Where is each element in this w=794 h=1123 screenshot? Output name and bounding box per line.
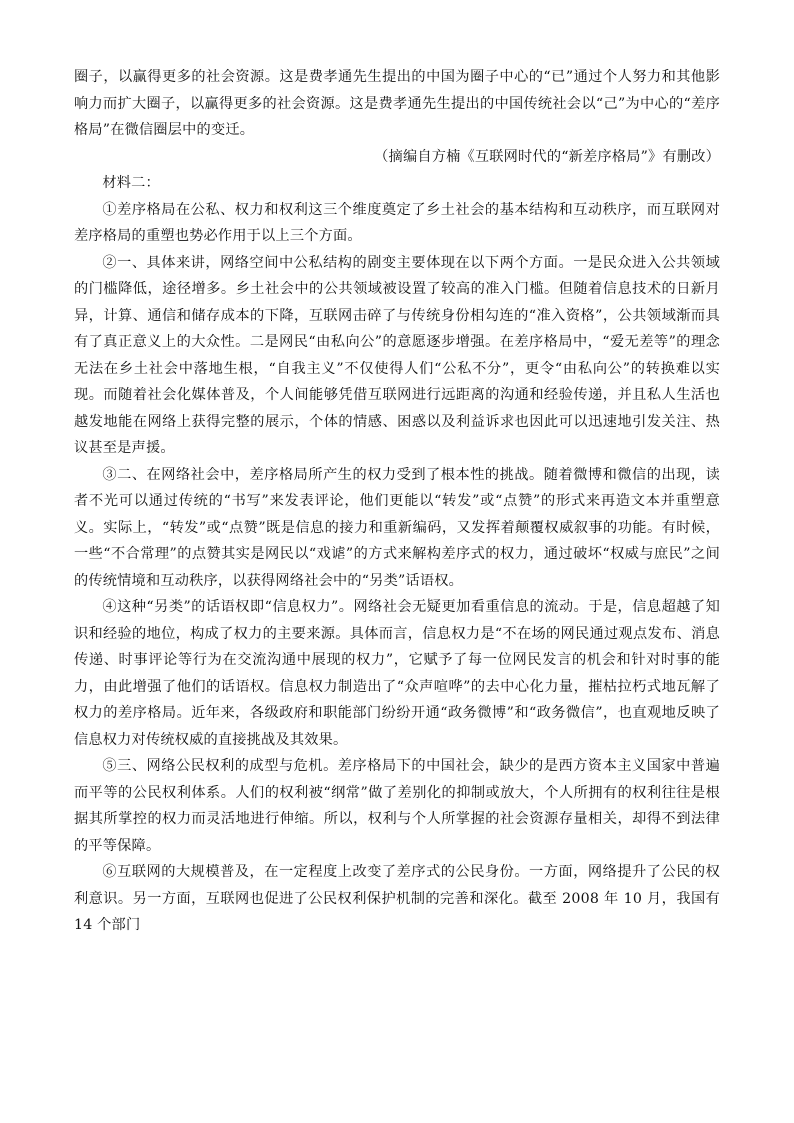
paragraph-3: ③二、在网络社会中，差序格局所产生的权力受到了根本性的挑战。随着微博和微信的出现，读者不光可以通过传统的“书写”来发表评论，他们更能以“转发”或“点赞”的形式来再造文本并重塑意义。实际上，“转发”或“点赞”既是信息的接力和重新编码，又发挥着颠覆权威叙事的功能。有时候，一些“不合常理”的点赞其实是网民以“戏谑”的方式来解构差序式的权力，通过破坏“权威与庶民”之间的传统情境和互动秩序，以获得网络社会中的“另类”话语权。	[74, 466, 720, 589]
source-citation: （摘编自方楠《互联网时代的“新差序格局”》有删改）	[374, 148, 720, 165]
paragraph-6: ⑥互联网的大规模普及，在一定程度上改变了差序式的公民身份。一方面，网络提升了公民的权利意识。另一方面，互联网也促进了公民权利保护机制的完善和深化。截至 2008 年 10 月，我国有 14 个部门	[74, 864, 720, 933]
paragraph-1: ①差序格局在公私、权力和权利这三个维度奠定了乡土社会的基本结构和互动秩序，而互联网对差序格局的重塑也势必作用于以上三个方面。	[74, 201, 720, 244]
paragraph-5: ⑤三、网络公民权利的成型与危机。差序格局下的中国社会，缺少的是西方资本主义国家中普遍而平等的公民权利体系。人们的权利被“纲常”做了差别化的抑制或放大，个人所拥有的权利往往是根据其所掌控的权力而灵活地进行伸缩。所以，权利与个人所掌握的社会资源存量相关，却得不到法律的平等保障。	[74, 758, 720, 854]
section-label: 材料二：	[102, 175, 160, 191]
paragraph-2: ②一、具体来讲，网络空间中公私结构的剧变主要体现在以下两个方面。一是民众进入公共领域的门槛降低，途径增多。乡土社会中的公共领域被设置了较高的准入门槛。但随着信息技术的日新月异，计算、通信和储存成本的下降，互联网击碎了与传统身份相勾连的“准入资格”，公共领域渐而具有了真正意义上的大众性。二是网民“由私向公”的意愿逐步增强。在差序格局中，“爱无差等”的理念无法在乡土社会中落地生根，“自我主义”不仅使得人们“公私不分”，更令“由私向公”的转换难以实现。而随着社会化媒体普及，个人间能够凭借互联网进行远距离的沟通和经验传递，并且私人生活也越发地能在网络上获得完整的展示，个体的情感、困惑以及利益诉求也因此可以迅速地引发关注、热议甚至是声援。	[74, 254, 720, 456]
paragraph-continuation: 圈子，以赢得更多的社会资源。这是费孝通先生提出的中国为圈子中心的“已”通过个人努力和其他影响力而扩大圈子，以赢得更多的社会资源。这是费孝通先生提出的中国传统社会以“己”为中心的“差序格局”在微信圈层中的变迁。	[74, 69, 720, 138]
document-body	[74, 64, 720, 939]
paragraph-4: ④这种“另类”的话语权即“信息权力”。网络社会无疑更加看重信息的流动。于是，信息超越了知识和经验的地位，构成了权力的主要来源。具体而言，信息权力是“不在场的网民通过观点发布、消息传递、时事评论等行为在交流沟通中展现的权力”，它赋予了每一位网民发言的机会和针对时事的能力，由此增强了他们的话语权。信息权力制造出了“众声喧哗”的去中心化力量，摧枯拉朽式地瓦解了权力的差序格局。近年来，各级政府和职能部门纷纷开通“政务微博”和“政务微信”，也直观地反映了信息权力对传统权威的直接挑战及其效果。	[74, 599, 720, 748]
